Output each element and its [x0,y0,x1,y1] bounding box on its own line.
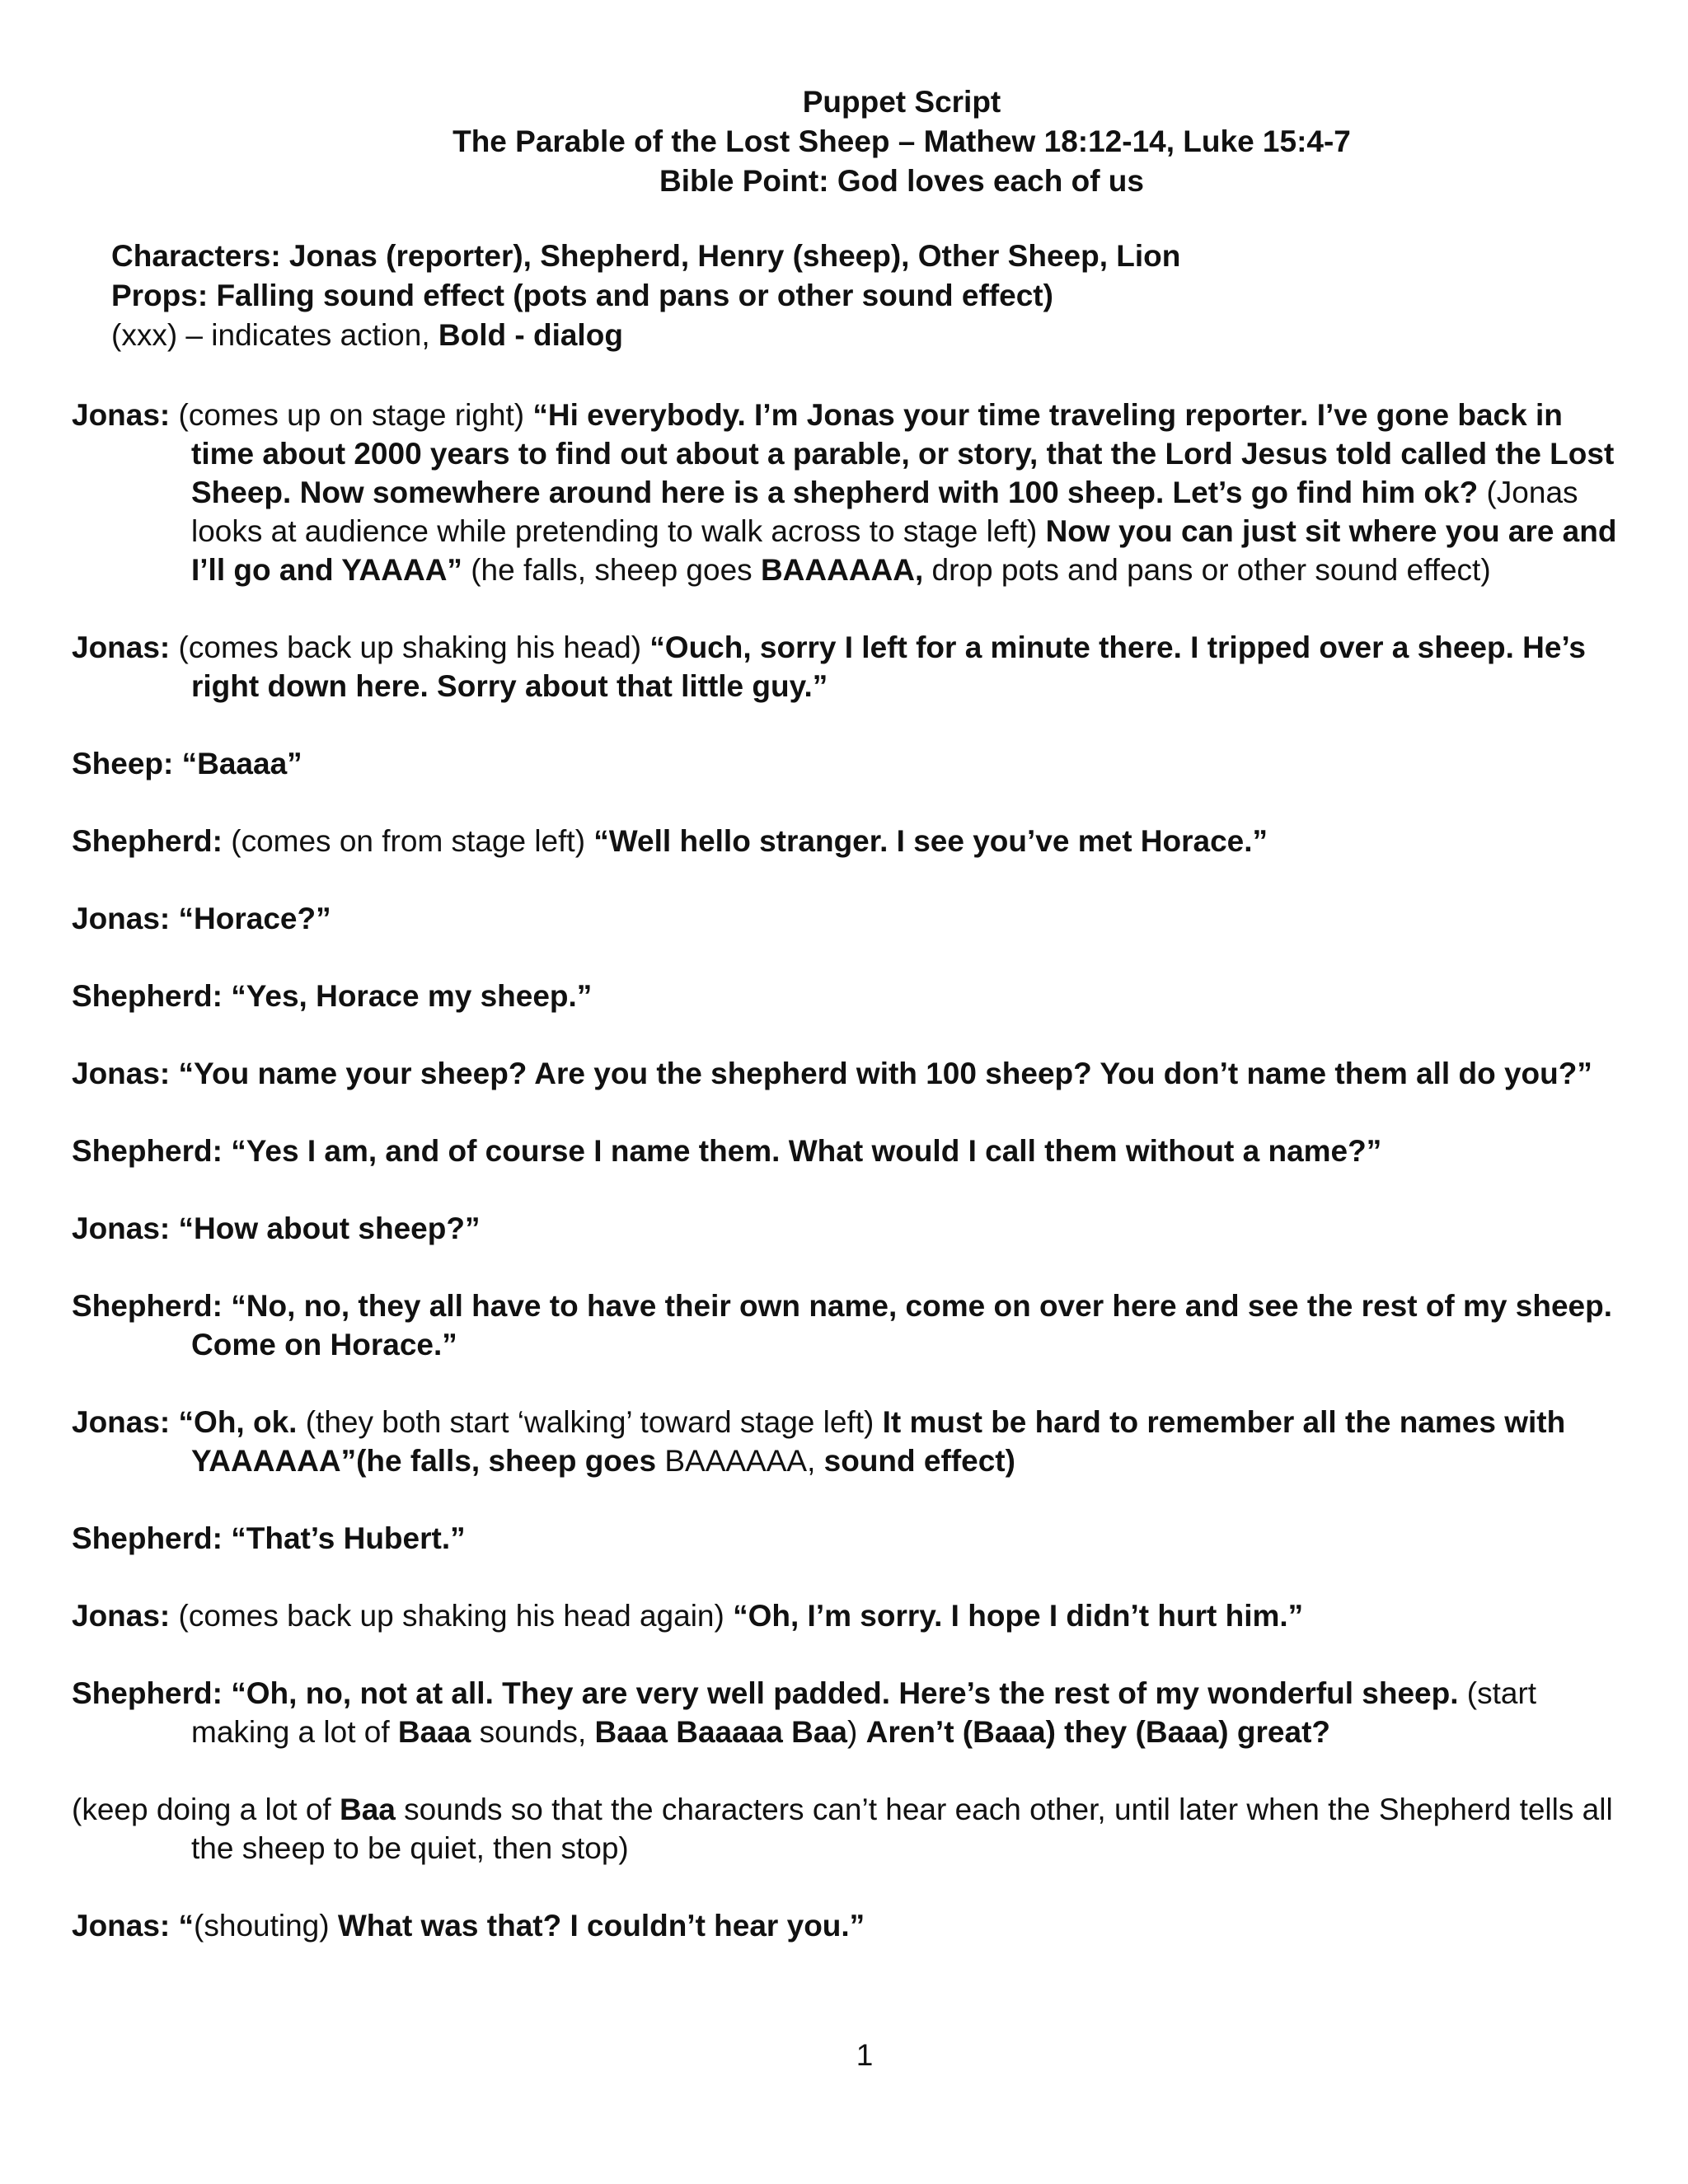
script-line [72,1286,1621,1364]
script-line [72,396,1621,589]
script-meta [111,237,1180,355]
action-text: (start making a lot of [191,1676,1537,1749]
speaker-name: Jonas: [72,398,171,432]
dialog-text: “Baaaa” [173,747,302,780]
document-header [0,82,1688,201]
dialog-text: “ [170,1909,195,1943]
dialog-text: What was that? I couldn’t hear you.” [337,1909,865,1943]
action-text: (keep doing a lot of [72,1793,340,1826]
script-line [72,1790,1621,1868]
script-line [72,1674,1621,1751]
script-line [72,822,1621,860]
dialog-text: “Oh, ok. [170,1405,298,1439]
script-line [72,1132,1621,1170]
speaker-name: Shepherd: [72,1289,223,1323]
action-text: sounds, [471,1715,595,1749]
characters-line: Characters: Jonas (reporter), Shepherd, Henry (sheep), Other Sheep, Lion [111,239,1181,273]
dialog-text: “Ouch, sorry I left for a minute there. I tripped over a sheep. He’s right down here. Sorry about that little guy.” [191,630,1586,703]
dialog-text: “Oh, no, not at all. They are very well padded. Here’s the rest of my wonderful sheep. [222,1676,1459,1710]
speaker-name: Shepherd: [72,1676,223,1710]
action-text: ) [847,1715,866,1749]
action-text: (comes up on stage right) [170,398,533,432]
dialog-text: “Well hello stranger. I see you’ve met Horace.” [593,824,1268,858]
speaker-name: Jonas: [72,1405,171,1439]
action-text: (comes back up shaking his head) [170,630,650,664]
speaker-name: Shepherd: [72,979,223,1013]
dialog-text: “Yes I am, and of course I name them. What would I call them without a name?” [222,1134,1382,1168]
script-line [72,744,1621,783]
speaker-name: Jonas: [72,902,171,935]
speaker-name: Shepherd: [72,1134,223,1168]
bible-point: Bible Point: God loves each of us [659,164,1144,198]
dialog-text: “No, no, they all have to have their own name, come on over here and see the rest of my sheep. Come on Horace.” [191,1289,1612,1361]
action-text: (Jonas looks at audience while pretending to walk across to stage left) [191,476,1578,548]
dialog-text: “Hi everybody. I’m Jonas your time traveling reporter. I’ve gone back in time about 2000 years to find out about a parable, or story, that the Lord Jesus told called the Lost Sheep. Now somewhere around here is a shepherd with 100 sheep. Let’s go find him ok? [191,398,1615,509]
dialog-text: “That’s Hubert.” [222,1521,466,1555]
dialog-text: Baaa [397,1715,471,1749]
legend-action: (xxx) – indicates action, [111,318,438,352]
action-text: (comes back up shaking his head again) [170,1599,734,1633]
dialog-text: BAAAAAA, [760,553,924,587]
action-text: drop pots and pans or other sound effect) [923,553,1491,587]
dialog-text: Aren’t (Baaa) they (Baaa) great? [865,1715,1330,1749]
action-text: sounds so that the characters can’t hear each other, until later when the Shepherd tells all the sheep to be quiet, then stop) [191,1793,1613,1865]
script-line [72,1209,1621,1248]
dialog-text: It must be hard to remember all the names with YAAAAAA”(he falls, sheep goes [191,1405,1566,1478]
script-line [72,1519,1621,1558]
dialog-text: “Yes, Horace my sheep.” [222,979,593,1013]
speaker-name: Jonas: [72,1057,171,1090]
dialog-text: Baa [340,1793,396,1826]
dialog-text: “You name your sheep? Are you the shepherd with 100 sheep? You don’t name them all do you?” [170,1057,1592,1090]
document-subtitle: The Parable of the Lost Sheep – Mathew 18:12-14, Luke 15:4-7 [452,124,1351,158]
speaker-name: Jonas: [72,630,171,664]
script-body [72,396,1621,1984]
speaker-name: Jonas: [72,1599,171,1633]
speaker-name: Jonas: [72,1909,171,1943]
action-text: (shouting) [194,1909,338,1943]
legend-line [111,316,1180,355]
script-line [72,1596,1621,1635]
props-line: Props: Falling sound effect (pots and pans or other sound effect) [111,279,1053,312]
dialog-text: Now you can just sit where you are and I’ll go and YAAAA” [191,514,1617,587]
page-number: 1 [856,2038,874,2072]
dialog-text: “How about sheep?” [170,1212,481,1245]
action-text: (comes on from stage left) [222,824,594,858]
script-line [72,628,1621,705]
script-line [72,899,1621,938]
speaker-name: Jonas: [72,1212,171,1245]
script-line [72,1403,1621,1480]
speaker-name: Shepherd: [72,1521,223,1555]
script-line [72,977,1621,1015]
document-title: Puppet Script [802,85,1001,119]
action-text: BAAAAAA, [664,1444,824,1478]
dialog-text: “Horace?” [170,902,331,935]
script-line [72,1054,1621,1093]
dialog-text: sound effect) [823,1444,1015,1478]
dialog-text: “Oh, I’m sorry. I hope I didn’t hurt him.” [733,1599,1304,1633]
dialog-text: Baaa Baaaaa Baa [594,1715,848,1749]
legend-bold: Bold - dialog [438,318,623,352]
action-text: (they both start ‘walking’ toward stage left) [297,1405,883,1439]
speaker-name: Sheep: [72,747,174,780]
speaker-name: Shepherd: [72,824,223,858]
script-line [72,1906,1621,1945]
action-text: (he falls, sheep goes [462,553,761,587]
